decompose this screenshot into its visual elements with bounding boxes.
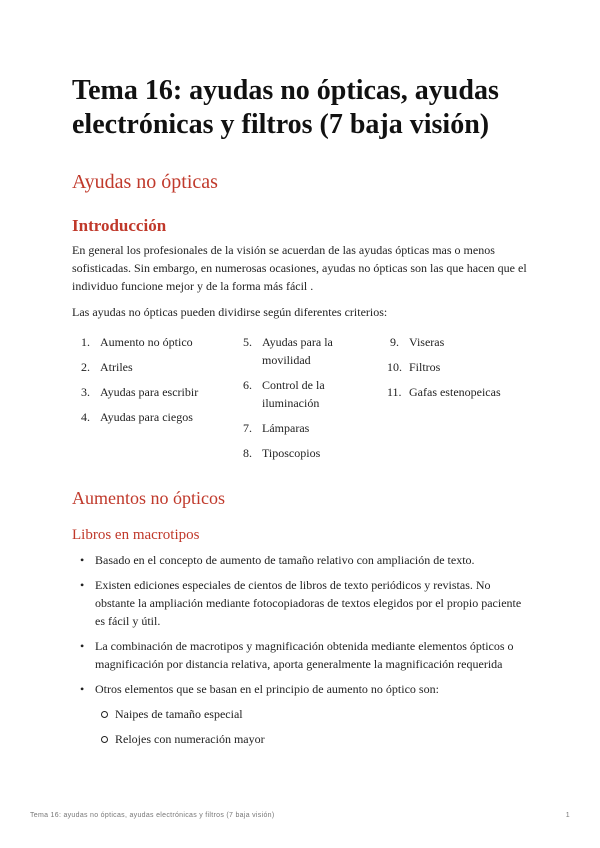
sub-list-item: Naipes de tamaño especial	[95, 705, 532, 723]
list-item-text: Otros elementos que se basan en el principio de aumento no óptico son:	[95, 682, 439, 696]
criteria-list-col-3	[387, 333, 537, 408]
list-item: 8. Tiposcopios	[243, 446, 321, 460]
section-heading-ayudas-no-opticas: Ayudas no ópticas	[72, 171, 218, 193]
list-item: 6. Control de la iluminación	[243, 378, 325, 410]
page-number: 1	[565, 812, 570, 819]
subheading-introduccion: Introducción	[72, 216, 167, 235]
list-item: 1. Aumento no óptico	[81, 335, 193, 349]
subheading-libros-en-macrotipos: Libros en macrotipos	[72, 527, 200, 543]
sub-bullet-list	[95, 705, 532, 748]
criteria-list-col-2	[240, 333, 365, 469]
list-item: 2. Atriles	[81, 360, 133, 374]
list-item: • Existen ediciones especiales de cientos de libros de texto periódicos y revistas. No obstante la ampliación mediante fotocopiadoras de textos elegidos por el propio paciente es fácil y útil.	[80, 576, 532, 630]
page-footer	[30, 812, 570, 819]
list-item	[80, 680, 532, 748]
list-item: 11. Gafas estenopeicas	[387, 385, 501, 399]
list-item: 5. Ayudas para la movilidad	[243, 335, 333, 367]
criteria-paragraph: Las ayudas no ópticas pueden dividirse según diferentes criterios:	[72, 305, 388, 319]
intro-paragraph: En general los profesionales de la visión se acuerdan de las ayudas ópticas mas o menos sofisticadas. Sin embargo, en numerosas ocasiones, ayudas no ópticas son las que hacen que el individuo funcione mejor y de la forma más fácil .	[72, 243, 527, 293]
list-item: 4. Ayudas para ciegos	[81, 410, 193, 424]
macrotipos-bullet-list	[80, 551, 532, 755]
sub-list-item: Relojes con numeración mayor	[95, 730, 532, 748]
list-item: • Basado en el concepto de aumento de tamaño relativo con ampliación de texto.	[80, 551, 532, 569]
list-item: 10. Filtros	[387, 360, 441, 374]
section-heading-aumentos-no-opticos: Aumentos no ópticos	[72, 488, 225, 508]
list-item: 9. Viseras	[390, 335, 445, 349]
list-item: • La combinación de macrotipos y magnificación obtenida mediante elementos ópticos o magnificación por distancia relativa, aporta generalmente la magnificación requerida	[80, 637, 532, 673]
list-item: 3. Ayudas para escribir	[81, 385, 199, 399]
list-item: 7. Lámparas	[243, 421, 310, 435]
footer-title: Tema 16: ayudas no ópticas, ayudas electrónicas y filtros (7 baja visión)	[30, 812, 275, 819]
criteria-list-col-1	[78, 333, 228, 433]
page-title: Tema 16: ayudas no ópticas, ayudas electrónicas y filtros (7 baja visión)	[72, 75, 499, 140]
